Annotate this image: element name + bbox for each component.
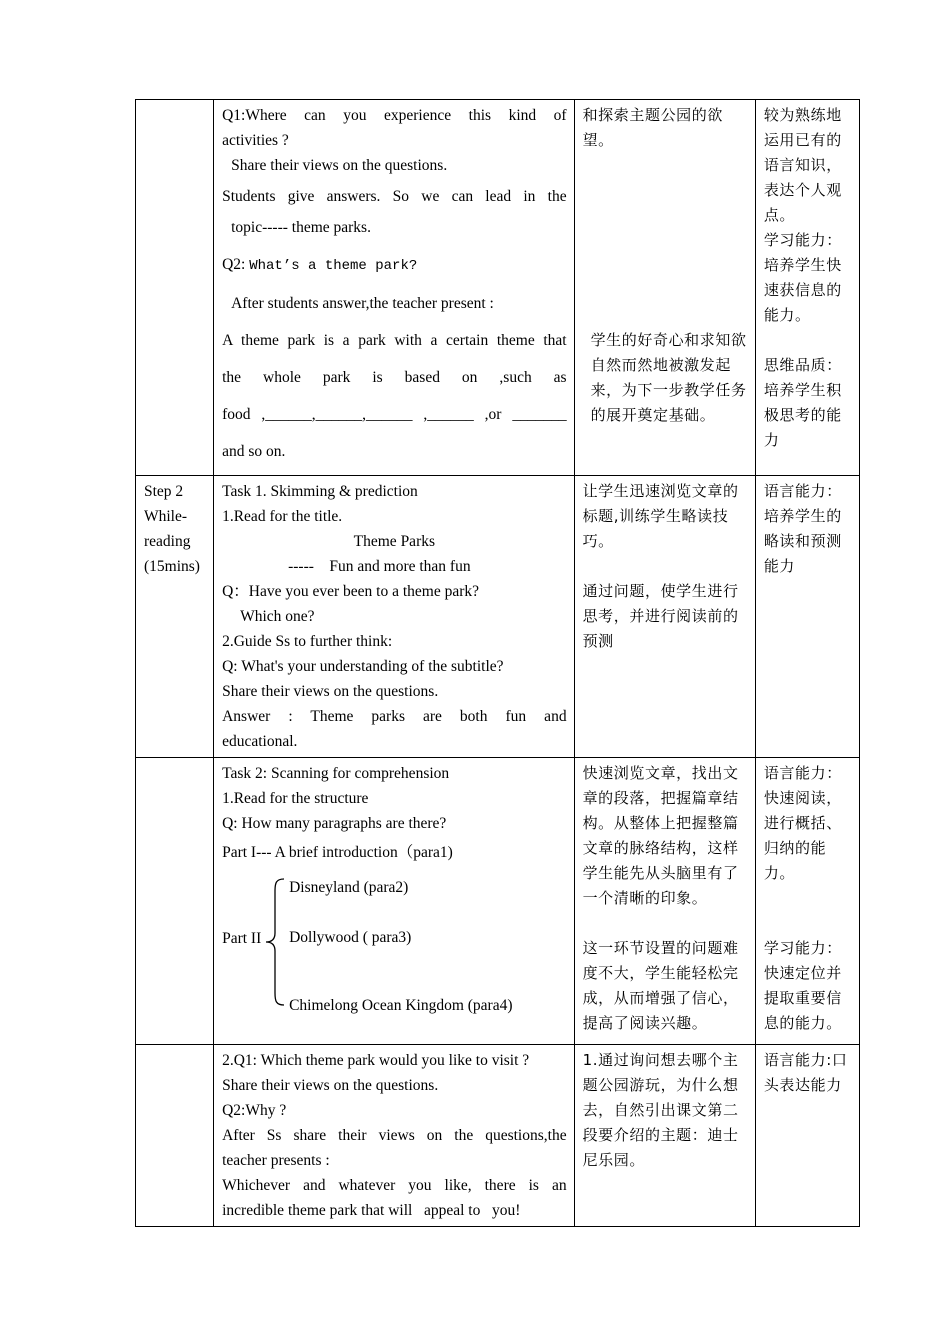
text-line: Part I--- A brief introduction（para1) (222, 844, 453, 861)
text-block: 和探索主题公园的欲望。 (582, 106, 723, 149)
table-row (136, 1045, 860, 1227)
text-block: 通过问题，使学生进行思考，并进行阅读前的预测 (582, 582, 739, 650)
text-line: Share their views on the questions. (222, 1077, 439, 1094)
step-cell (136, 100, 214, 476)
part2-label: Part II (222, 930, 262, 947)
text-line: Answer : Theme parks are both fun and (222, 708, 567, 725)
text-line: incredible theme park that will appeal to you! (222, 1202, 521, 1219)
activity-cell (214, 100, 574, 476)
text-line: the whole park is based on ,such as (222, 369, 567, 386)
text-block: 语言能力：培养学生的略读和预测能力 (763, 482, 842, 575)
text-block: 学生的好奇心和求知欲自然而然地被激发起来，为下一步教学任务的展开奠定基础。 (590, 331, 747, 424)
text-line: Task 2: Scanning for comprehension (222, 765, 450, 782)
text-line: topic----- theme parks. (231, 219, 371, 236)
text-line: Q1:Where can you experience this kind of (222, 107, 567, 124)
step-cell (136, 758, 214, 1045)
text-block: 语言能力：快速阅读，进行概括、归纳的能力。 (763, 764, 842, 882)
text-block: 1.通过询问想去哪个主题公园游玩，为什么想去，自然引出课文第二段要介绍的主题：迪士尼乐园。 (582, 1051, 739, 1169)
text-line: 2.Q1: Which theme park would you like to visit ? (222, 1052, 530, 1069)
table-row (136, 758, 860, 1045)
text-block: 这一环节设置的问题难度不大，学生能轻松完成，从而增强了信心，提高了阅读兴趣。 (582, 939, 739, 1032)
text-block: 思维品质：培养学生积极思考的能力 (763, 356, 842, 449)
text-line: Students give answers. So we can lead in the (222, 188, 567, 205)
goal-cell (755, 758, 859, 1045)
goal-cell (755, 1045, 859, 1227)
purpose-cell (574, 1045, 755, 1227)
text-line (222, 246, 566, 285)
text-block: 学习能力：快速定位并提取重要信息的能力。 (763, 939, 842, 1032)
structure-item: Dollywood ( para3) (289, 929, 412, 946)
text-line: Q: How many paragraphs are there? (222, 815, 447, 832)
curly-brace-icon (264, 877, 286, 1007)
text-line: reading (144, 533, 191, 550)
text-line: Q: What's your understanding of the subtitle? (222, 658, 504, 675)
text-line: 1.Read for the title. (222, 508, 343, 525)
table-row (136, 100, 860, 476)
text-line: While- (144, 508, 188, 525)
goal-cell (755, 100, 859, 476)
text-line: (15mins) (144, 558, 200, 575)
goal-cell (755, 476, 859, 758)
text-line: Theme Parks (353, 533, 436, 550)
text-line: Task 1. Skimming & prediction (222, 483, 418, 500)
text-line: teacher presents : (222, 1152, 330, 1169)
text-line: ----- Fun and more than fun (288, 558, 471, 575)
structure-item: Chimelong Ocean Kingdom (para4) (289, 997, 513, 1014)
purpose-cell (574, 100, 755, 476)
step-cell (136, 476, 214, 758)
text-line: Q2:Why ? (222, 1102, 287, 1119)
activity-cell (214, 476, 574, 758)
step-cell (136, 1045, 214, 1227)
activity-cell (214, 1045, 574, 1227)
q2-text: What’s a theme park? (249, 258, 418, 274)
text-line: educational. (222, 733, 298, 750)
text-line: Which one? (240, 608, 315, 625)
text-line: Step 2 (144, 483, 184, 500)
text-line: food ,______,______,______ ,______ ,or _______ (222, 406, 567, 423)
text-line: A theme park is a park with a certain theme that (222, 332, 567, 349)
lesson-plan-table (135, 99, 860, 1227)
table-row (136, 476, 860, 758)
text-block: 学习能力：培养学生快速获信息的能力。 (763, 231, 842, 324)
purpose-cell (574, 476, 755, 758)
text-block: 较为熟练地运用已有的语言知识，表达个人观点。 (763, 106, 842, 224)
text-line: and so on. (222, 443, 286, 460)
q2-label: Q2: (222, 256, 250, 273)
text-block: 快速浏览文章，找出文章的段落，把握篇章结构。从整体上把握整篇文章的脉络结构，这样学生能先从头脑里有了一个清晰的印象。 (582, 764, 739, 907)
activity-cell (214, 758, 574, 1045)
text-line: 1.Read for the structure (222, 790, 369, 807)
text-line: Whichever and whatever you like, there is an (222, 1177, 567, 1194)
text-line: Share their views on the questions. (231, 157, 448, 174)
structure-item: Disneyland (para2) (289, 879, 409, 896)
text-line: After Ss share their views on the questions,the (222, 1127, 567, 1144)
text-line: Share their views on the questions. (222, 683, 439, 700)
structure-diagram (222, 869, 566, 1014)
text-line: After students answer,the teacher present : (231, 295, 494, 312)
text-block: 让学生迅速浏览文章的标题,训练学生略读技巧。 (582, 482, 739, 550)
text-line: activities ? (222, 132, 289, 149)
text-block: 语言能力:口头表达能力 (763, 1051, 848, 1094)
text-line: Q：Have you ever been to a theme park? (222, 583, 480, 600)
text-line: 2.Guide Ss to further think: (222, 633, 393, 650)
purpose-cell (574, 758, 755, 1045)
